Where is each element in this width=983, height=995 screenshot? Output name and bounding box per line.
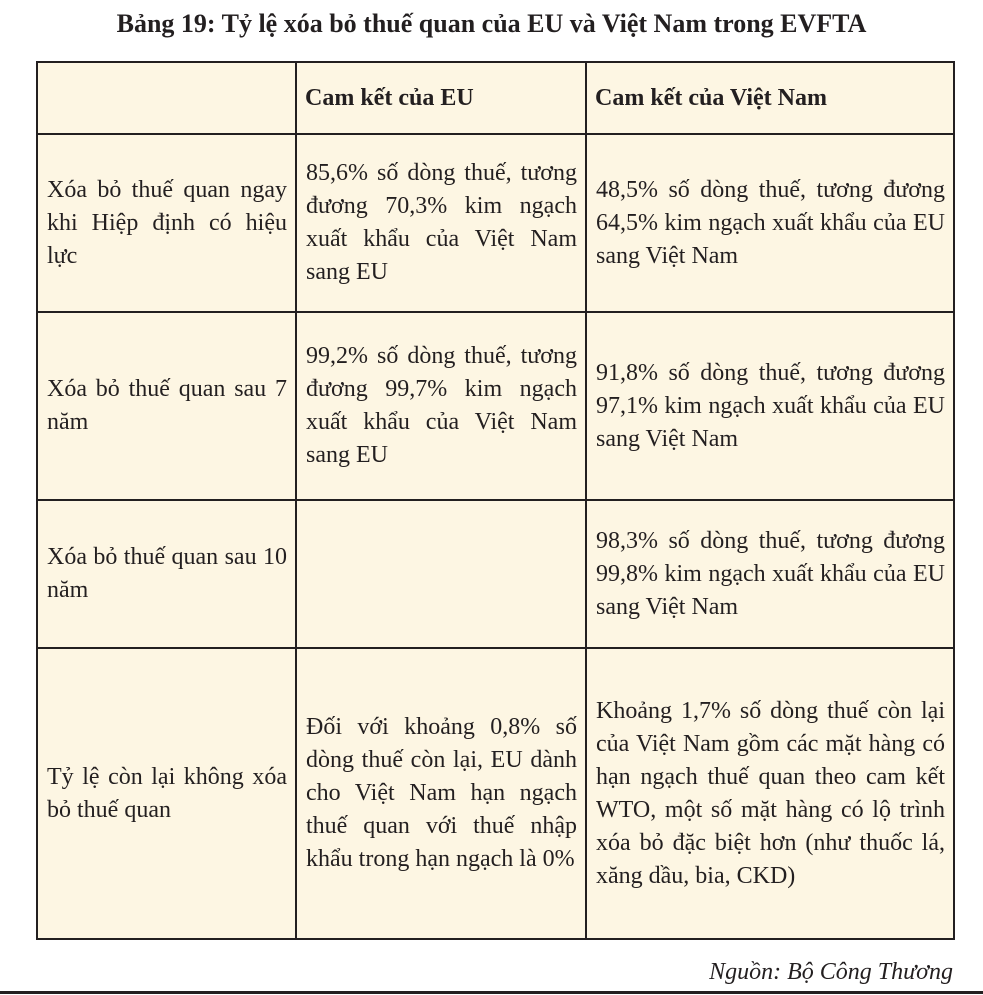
eu-commitment-cell	[296, 500, 586, 648]
tariff-elimination-table	[36, 61, 955, 940]
table-row	[37, 648, 954, 939]
bottom-divider	[0, 991, 983, 994]
vn-commitment-cell: Khoảng 1,7% số dòng thuế còn lại của Việt Nam gồm các mặt hàng có hạn ngạch thuế quan theo cam kết WTO, một số mặt hàng có lộ trình xóa bỏ đặc biệt hơn (như thuốc lá, xăng dầu, bia, CKD)	[586, 648, 954, 939]
vn-commitment-cell: 48,5% số dòng thuế, tương đương 64,5% kim ngạch xuất khẩu của EU sang Việt Nam	[586, 134, 954, 312]
header-empty-cell	[37, 62, 296, 134]
vn-commitment-cell: 98,3% số dòng thuế, tương đương 99,8% kim ngạch xuất khẩu của EU sang Việt Nam	[586, 500, 954, 648]
eu-commitment-cell: Đối với khoảng 0,8% số dòng thuế còn lại, EU dành cho Việt Nam hạn ngạch thuế quan với thuế nhập khẩu trong hạn ngạch là 0%	[296, 648, 586, 939]
row-label: Xóa bỏ thuế quan sau 10 năm	[37, 500, 296, 648]
source-note: Nguồn: Bộ Công Thương	[709, 959, 953, 985]
row-label: Xóa bỏ thuế quan sau 7 năm	[37, 312, 296, 500]
table-row	[37, 312, 954, 500]
row-label: Xóa bỏ thuế quan ngay khi Hiệp định có hiệu lực	[37, 134, 296, 312]
table-title: Bảng 19: Tỷ lệ xóa bỏ thuế quan của EU và Việt Nam trong EVFTA	[116, 9, 867, 38]
row-label: Tỷ lệ còn lại không xóa bỏ thuế quan	[37, 648, 296, 939]
eu-commitment-cell: 85,6% số dòng thuế, tương đương 70,3% kim ngạch xuất khẩu của Việt Nam sang EU	[296, 134, 586, 312]
eu-commitment-cell: 99,2% số dòng thuế, tương đương 99,7% kim ngạch xuất khẩu của Việt Nam sang EU	[296, 312, 586, 500]
table-row	[37, 134, 954, 312]
table-row	[37, 500, 954, 648]
header-vn-commitment: Cam kết của Việt Nam	[586, 62, 954, 134]
table-header-row	[37, 62, 954, 134]
vn-commitment-cell: 91,8% số dòng thuế, tương đương 97,1% kim ngạch xuất khẩu của EU sang Việt Nam	[586, 312, 954, 500]
header-eu-commitment: Cam kết của EU	[296, 62, 586, 134]
